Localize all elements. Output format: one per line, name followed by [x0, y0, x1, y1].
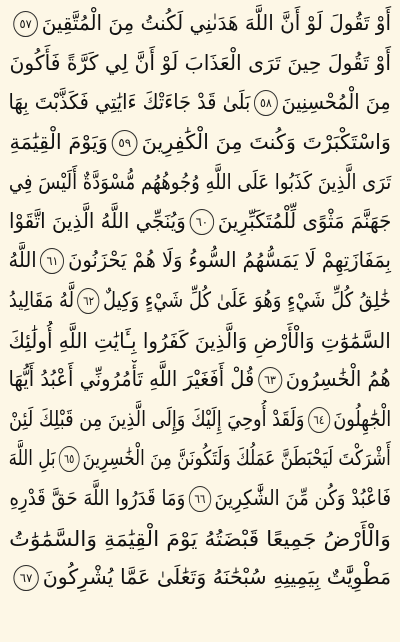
verse-text: اللَّهُ — [8, 248, 37, 273]
line-content — [9, 329, 391, 353]
text-line — [8, 479, 392, 519]
text-line — [8, 281, 392, 321]
verse-text: وَيَوْمَ الْقِيَٰمَةِ — [9, 129, 108, 154]
verse-text: هُمُ الْخَٰسِرُونَ — [286, 367, 392, 392]
ayah-number-marker: ٦٤ — [308, 407, 330, 433]
ayah-number-marker: ٥٩ — [112, 130, 138, 156]
verse-text: جَهَنَّمَ مَثْوًى لِّلْمُتَكَبِّرِينَ — [217, 208, 392, 233]
line-content — [9, 90, 391, 116]
line-content — [9, 170, 391, 194]
line-content — [9, 288, 391, 314]
text-line — [8, 360, 392, 400]
verse-text: أَوْ تَقُولَ لَوْ أَنَّ اللَّهَ هَدَىٰنِي لَكُنتُ مِنَ الْمُتَّقِينَ — [41, 10, 391, 35]
verse-text: السَّمَٰوَٰتِ وَالْأَرْضِ وَالَّذِينَ كَفَرُوا بِـَٔايَٰتِ اللَّهِ أُولَٰئِكَ — [8, 328, 392, 353]
verse-text: لَّهُ مَقَالِيدُ — [9, 287, 75, 312]
line-content — [9, 565, 391, 591]
line-content — [9, 51, 390, 75]
line-content — [9, 446, 391, 472]
verse-text: بِمَفَازَتِهِمْ لَا يَمَسُّهُمُ السُّوءُ وَلَا هُمْ يَحْزَنُونَ — [68, 248, 392, 273]
verse-text: وَلَقَدْ أُوحِيَ إِلَيْكَ وَإِلَى الَّذِينَ مِن قَبْلِكَ لَئِنْ — [8, 406, 305, 431]
line-content — [9, 248, 391, 274]
text-line — [8, 519, 392, 559]
verse-text: مَطْوِيَّٰتٌ بِيَمِينِهِ سُبْحَٰنَهُ وَتَعَٰلَىٰ عَمَّا يُشْرِكُونَ — [42, 565, 391, 590]
text-line — [8, 123, 392, 163]
ayah-number-marker: ٦٠ — [189, 209, 213, 235]
line-content — [9, 527, 391, 551]
text-line — [8, 242, 392, 282]
text-line — [8, 440, 392, 480]
line-content — [9, 130, 390, 156]
ayah-number-marker: ٦١ — [41, 248, 65, 274]
verse-text: مِنَ الْمُحْسِنِينَ — [281, 89, 392, 114]
ayah-number-marker: ٥٨ — [254, 90, 278, 116]
text-line — [8, 4, 392, 44]
line-content — [9, 209, 391, 235]
verse-text: أَشْرَكْتَ لَيَحْبَطَنَّ عَمَلُكَ وَلَتَكُونَنَّ مِنَ الْخَٰسِرِينَ — [82, 446, 392, 471]
text-line — [8, 558, 392, 598]
text-line — [8, 400, 392, 440]
verse-text: وَمَا قَدَرُوا اللَّهَ حَقَّ قَدْرِهِ — [9, 485, 186, 510]
line-content — [9, 11, 391, 37]
text-line — [8, 202, 392, 242]
ayah-number-marker: ٦٣ — [258, 367, 282, 393]
verse-text: فَاعْبُدْ وَكُن مِّنَ الشَّٰكِرِينَ — [214, 485, 391, 510]
ayah-number-marker: ٥٧ — [13, 11, 38, 37]
text-line — [8, 321, 392, 361]
verse-text: قُلْ أَفَغَيْرَ اللَّهِ تَأْمُرُونِّي أَعْبُدُ أَيُّهَا — [8, 367, 255, 392]
verse-text: بَلَىٰ قَدْ جَاءَتْكَ ءَايَٰتِي فَكَذَّبْتَ بِهَا — [8, 89, 251, 114]
verse-text: وَالْأَرْضُ جَمِيعًا قَبْضَتُهُ يَوْمَ الْقِيَٰمَةِ وَالسَّمَٰوَٰتُ — [9, 526, 391, 551]
ayah-number-marker: ٦٥ — [59, 446, 80, 472]
verse-text: بَلِ اللَّهَ — [8, 446, 56, 471]
text-line — [8, 162, 392, 202]
verse-text: وَاسْتَكْبَرْتَ وَكُنتَ مِنَ الْكَٰفِرِينَ — [141, 129, 391, 154]
text-line — [8, 83, 392, 123]
line-content — [9, 407, 391, 433]
ayah-number-marker: ٦٦ — [188, 486, 210, 512]
verse-text: تَرَى الَّذِينَ كَذَبُوا عَلَى اللَّهِ وُجُوهُهُم مُّسْوَدَّةٌ أَلَيْسَ فِي — [8, 170, 392, 195]
verse-text: وَيُنَجِّي اللَّهُ الَّذِينَ اتَّقَوْا — [8, 208, 186, 233]
verse-text: الْجَٰهِلُونَ — [333, 406, 392, 431]
verse-text: أَوْ تَقُولَ حِينَ تَرَى الْعَذَابَ لَوْ أَنَّ لِي كَرَّةً فَأَكُونَ — [9, 51, 391, 76]
ayah-number-marker: ٦٢ — [78, 288, 100, 314]
line-content — [9, 367, 391, 393]
verse-text: خَٰلِقُ كُلِّ شَيْءٍ وَهُوَ عَلَىٰ كُلِّ شَيْءٍ وَكِيلٌ — [103, 287, 391, 312]
ayah-number-marker: ٦٧ — [13, 565, 38, 591]
line-content — [9, 486, 390, 512]
text-line — [8, 44, 392, 84]
